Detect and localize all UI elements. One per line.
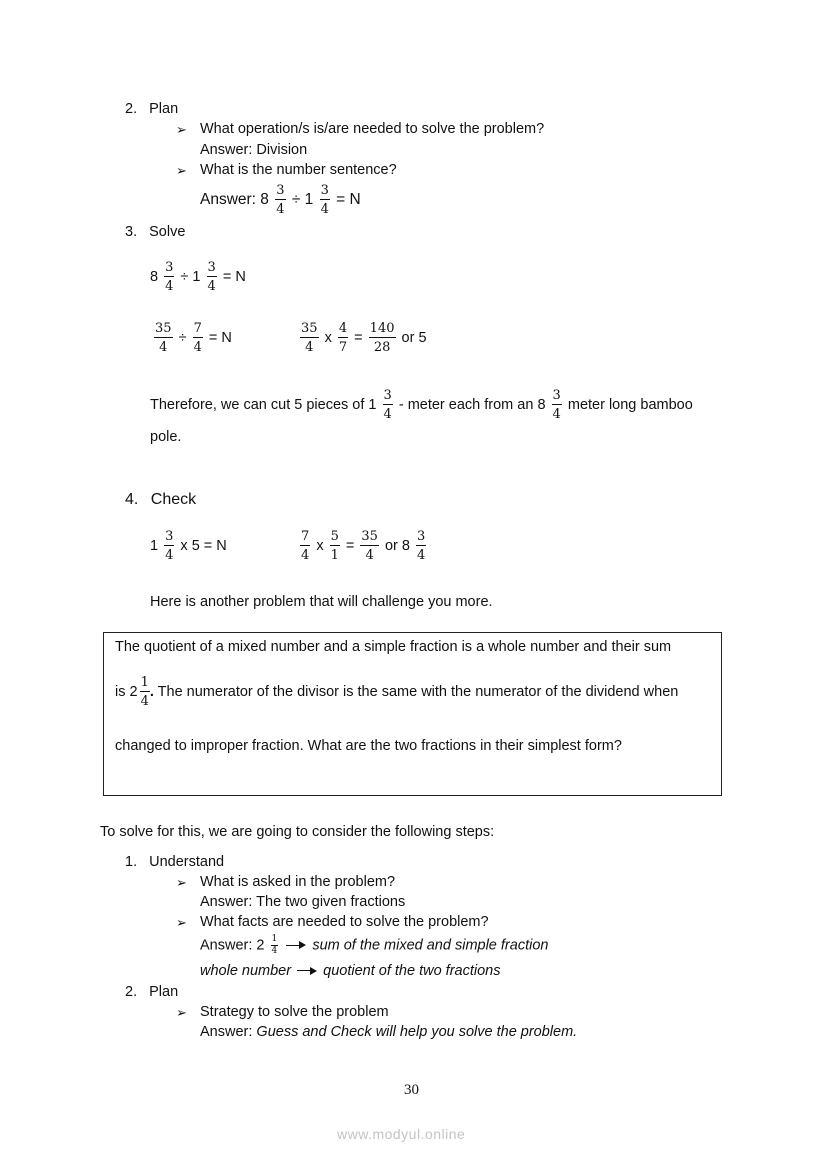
understand-answer-1: Answer: The two given fractions xyxy=(200,894,406,910)
understand-question-1: What is asked in the problem? xyxy=(200,874,396,890)
plan-question-2: What is the number sentence? xyxy=(200,162,397,178)
understand-heading: 1. Understand xyxy=(125,854,225,870)
understand-question-2: What facts are needed to solve the problem? xyxy=(200,914,489,930)
plan-answer-1: Answer: Division xyxy=(200,142,308,158)
fraction: $\frac{3}{4}$ xyxy=(417,529,426,563)
arrow-bullet-icon: ➢ xyxy=(176,163,187,178)
fraction: $\frac{35}{4}$ xyxy=(361,529,378,563)
plan2-answer-1: Answer: Guess and Check will help you solve the problem. xyxy=(200,1024,578,1040)
solve-equation-1: 8 $\frac{3}{4}$ ÷ 1 $\frac{3}{4}$ = N xyxy=(150,260,246,294)
page-number: 30 xyxy=(404,1082,419,1098)
arrow-bullet-icon: ➢ xyxy=(176,122,187,137)
plan-title: Plan xyxy=(149,101,179,117)
check-heading: 4. Check xyxy=(125,491,197,508)
fraction: $\frac{7}{4}$ xyxy=(301,529,310,563)
fraction: $\frac{5}{1}$ xyxy=(330,529,339,563)
arrow-bullet-icon: ➢ xyxy=(176,875,187,890)
arrow-bullet-icon: ➢ xyxy=(176,1005,187,1020)
fraction: $\frac{35}{4}$ xyxy=(301,321,318,355)
plan-question-1: What operation/s is/are needed to solve the problem? xyxy=(200,121,545,137)
understand-answer-2-line2: whole number quotient of the two fractions xyxy=(200,963,501,979)
plan2-question-1: Strategy to solve the problem xyxy=(200,1004,389,1020)
fraction: $\frac{3}{4}$ xyxy=(276,183,285,217)
solve-equation-3: $\frac{35}{4}$ x $\frac{4}{7}$ = $\frac{140}{28}$ or 5 xyxy=(301,321,427,355)
problem-line-3: changed to improper fraction. What are the two fractions in their simplest form? xyxy=(115,738,622,754)
fraction: $\frac{35}{4}$ xyxy=(155,321,172,355)
solve-equation-2: $\frac{35}{4}$ ÷ $\frac{7}{4}$ = N xyxy=(155,321,232,355)
fraction: $\frac{3}{4}$ xyxy=(320,183,329,217)
fraction: $\frac{3}{4}$ xyxy=(165,260,174,294)
check-equation-2: $\frac{7}{4}$ x $\frac{5}{1}$ = $\frac{35}{4}$ or 8 $\frac{3}{4}$ xyxy=(301,529,426,563)
right-arrow-icon xyxy=(286,941,306,951)
steps-intro: To solve for this, we are going to consider the following steps: xyxy=(100,824,495,840)
plan-number: 2. xyxy=(125,101,138,117)
problem-line-2: is 2 $\frac{1}{4}$ . The numerator of the divisor is the same with the numerator of the dividend when xyxy=(115,675,679,709)
plan-heading xyxy=(125,102,178,117)
fraction: $\frac{3}{4}$ xyxy=(383,388,392,422)
problem-line-1: The quotient of a mixed number and a simple fraction is a whole number and their sum xyxy=(115,639,672,655)
fraction: $\frac{3}{4}$ xyxy=(552,388,561,422)
arrow-bullet-icon: ➢ xyxy=(176,915,187,930)
plan-answer-2: Answer: 8 $\frac{3}{4}$ ÷ 1 $\frac{3}{4}$ = N xyxy=(200,183,361,217)
understand-answer-2: Answer: 2 $\frac{1}{4}$ sum of the mixed and simple fraction xyxy=(200,934,549,956)
solve-conclusion-line2: pole. xyxy=(150,429,182,445)
right-arrow-icon xyxy=(297,966,317,976)
fraction: $\frac{4}{7}$ xyxy=(338,321,348,355)
fraction: $\frac{3}{4}$ xyxy=(165,529,174,563)
plan2-heading: 2. Plan xyxy=(125,984,179,1000)
fraction: $\frac{1}{4}$ xyxy=(140,675,149,709)
check-equation-1: 1 $\frac{3}{4}$ x 5 = N xyxy=(150,529,227,563)
fraction: $\frac{1}{4}$ xyxy=(271,934,278,956)
solve-conclusion: Therefore, we can cut 5 pieces of 1 $\frac{3}{4}$ - meter each from an 8 $\frac{3}{4}$ meter long bamboo xyxy=(150,388,693,422)
fraction: $\frac{7}{4}$ xyxy=(193,321,202,355)
solve-heading: 3. Solve xyxy=(125,224,186,240)
challenge-intro: Here is another problem that will challenge you more. xyxy=(150,594,493,610)
fraction: $\frac{140}{28}$ xyxy=(369,321,395,355)
problem-box xyxy=(103,632,722,796)
fraction: $\frac{3}{4}$ xyxy=(207,260,216,294)
watermark: www.modyul.online xyxy=(337,1126,466,1142)
